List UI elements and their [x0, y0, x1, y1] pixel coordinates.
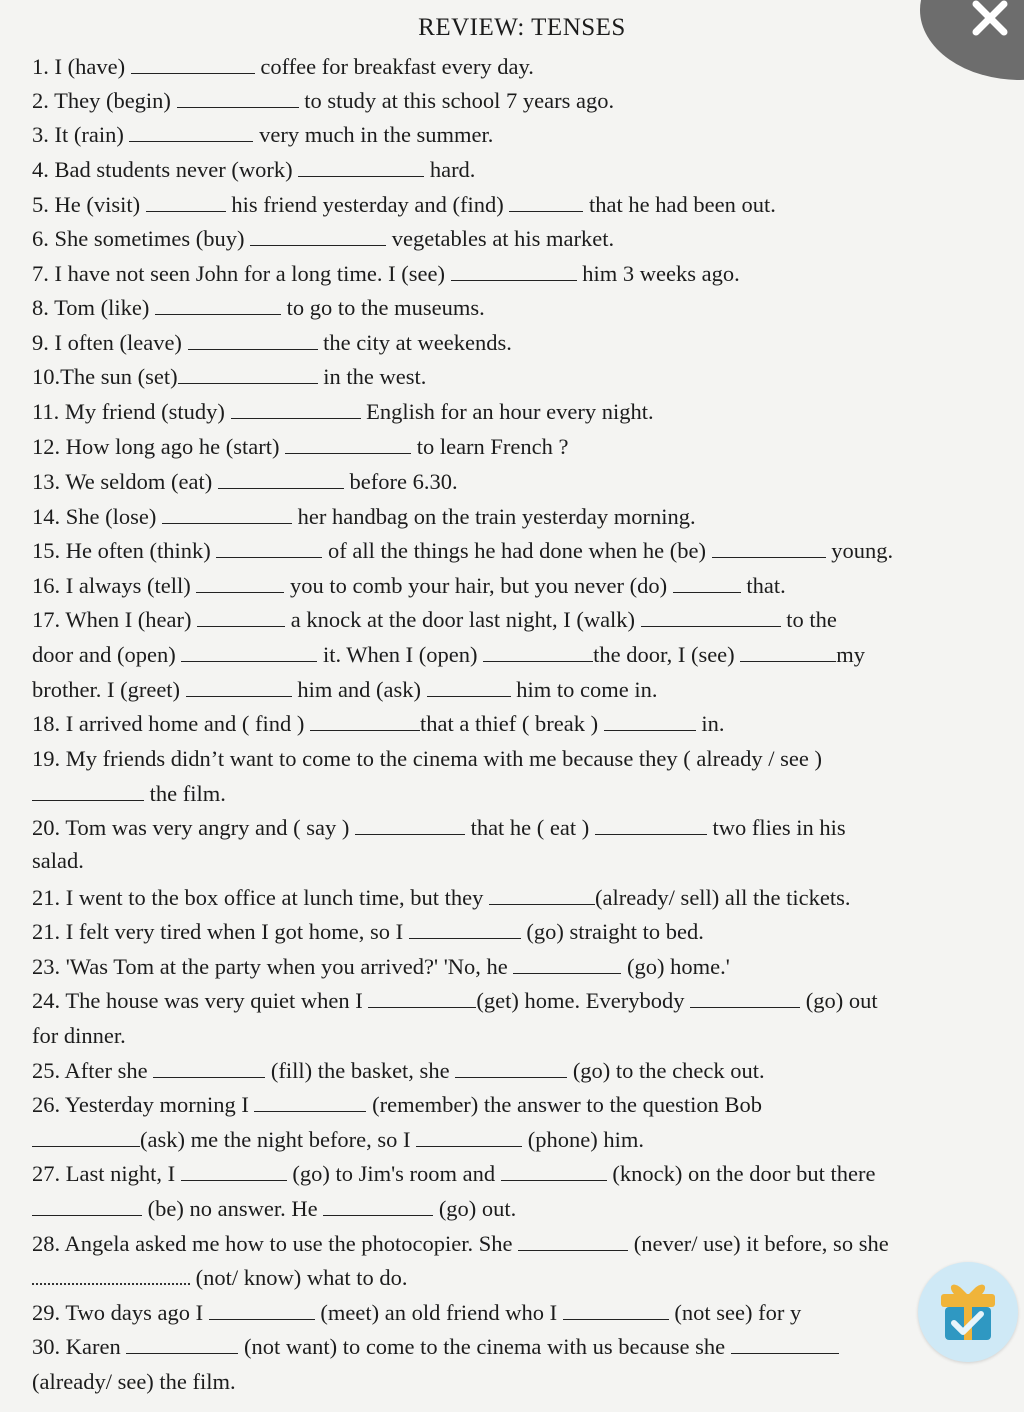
exercise-text: him and (ask) — [291, 677, 427, 702]
exercise-line — [32, 779, 1010, 809]
answer-blank[interactable] — [690, 987, 800, 1008]
answer-blank[interactable] — [129, 121, 253, 142]
exercise-line — [32, 1125, 1010, 1155]
answer-blank[interactable] — [181, 641, 317, 662]
exercise-line — [32, 986, 1010, 1016]
answer-blank[interactable] — [673, 572, 741, 593]
answer-blank[interactable] — [177, 87, 299, 108]
exercise-text: very much in the summer. — [253, 122, 494, 147]
answer-blank[interactable] — [310, 710, 420, 731]
exercise-text: 13. We seldom (eat) — [32, 469, 218, 494]
answer-blank[interactable] — [181, 1160, 287, 1181]
exercise-text: a knock at the door last night, I (walk) — [285, 607, 641, 632]
answer-blank[interactable] — [126, 1333, 238, 1354]
exercise-text: (already/ sell) all the tickets. — [594, 885, 851, 910]
answer-blank[interactable] — [250, 225, 386, 246]
exercise-text: 3. It (rain) — [32, 122, 130, 147]
exercise-text: that. — [740, 573, 786, 598]
exercise-text: 8. Tom (like) — [32, 295, 155, 320]
answer-blank[interactable] — [231, 398, 361, 419]
exercise-text: to the — [780, 607, 837, 632]
exercise-text: (not see) for y — [668, 1300, 802, 1325]
answer-blank[interactable] — [153, 1057, 265, 1078]
exercise-line — [32, 1367, 1010, 1397]
exercise-text: young. — [825, 538, 894, 563]
exercise-text: of all the things he had done when he (be) — [322, 538, 712, 563]
exercise-text: 21. I felt very tired when I got home, so I — [32, 919, 409, 944]
exercise-text: the city at weekends. — [317, 330, 512, 355]
exercise-text: vegetables at his market. — [386, 226, 615, 251]
exercise-text: (fill) the basket, she — [265, 1058, 456, 1083]
exercise-text: her handbag on the train yesterday morning. — [291, 504, 696, 529]
gift-button[interactable] — [918, 1262, 1018, 1362]
exercise-text: door and (open) — [32, 642, 182, 667]
exercise-line — [32, 155, 1010, 185]
exercise-line — [32, 883, 1010, 913]
exercise-text: 27. Last night, I — [32, 1161, 181, 1186]
exercise-text: you to comb your hair, but you never (do) — [284, 573, 673, 598]
exercise-text: 5. He (visit) — [32, 192, 146, 217]
answer-blank[interactable] — [416, 1126, 522, 1147]
exercise-line — [32, 640, 1010, 670]
exercise-line — [32, 86, 1010, 116]
exercise-text: 23. 'Was Tom at the party when you arrived?' 'No, he — [32, 954, 514, 979]
exercise-line — [32, 846, 1010, 876]
exercise-text: 16. I always (tell) — [32, 573, 197, 598]
answer-blank[interactable] — [131, 53, 255, 74]
answer-blank[interactable] — [155, 294, 281, 315]
answer-blank[interactable] — [186, 676, 292, 697]
exercise-text: (go) out — [800, 988, 878, 1013]
exercise-line — [32, 397, 1010, 427]
exercise-line — [32, 813, 1010, 843]
answer-blank[interactable] — [731, 1333, 839, 1354]
exercise-text: 28. Angela asked me how to use the photocopier. She — [32, 1231, 519, 1256]
answer-blank[interactable] — [32, 1263, 190, 1285]
exercise-line — [32, 1056, 1010, 1086]
answer-blank[interactable] — [355, 814, 465, 835]
exercise-text: (meet) an old friend who I — [314, 1300, 563, 1325]
answer-blank[interactable] — [451, 260, 577, 281]
exercise-text: brother. I (greet) — [32, 677, 186, 702]
answer-blank[interactable] — [323, 1195, 433, 1216]
exercise-line — [32, 744, 1010, 774]
exercise-text: salad. — [32, 848, 84, 873]
exercise-line — [32, 120, 1010, 150]
exercise-text: before 6.30. — [343, 469, 458, 494]
exercise-text: 1. I (have) — [32, 54, 131, 79]
exercise-text: (not want) to come to the cinema with us because she — [238, 1334, 731, 1359]
exercise-line — [32, 224, 1010, 254]
exercise-text: (never/ use) it before, so she — [628, 1231, 889, 1256]
exercise-text: 19. My friends didn’t want to come to the cinema with me because they ( already / see ) — [32, 746, 822, 771]
answer-blank[interactable] — [254, 1091, 366, 1112]
exercise-line — [32, 467, 1010, 497]
answer-blank[interactable] — [563, 1299, 669, 1320]
answer-blank[interactable] — [595, 814, 707, 835]
exercise-text: (already/ see) the film. — [32, 1369, 236, 1394]
answer-blank[interactable] — [285, 433, 411, 454]
exercise-text: that he ( eat ) — [464, 815, 595, 840]
exercise-text: English for an hour every night. — [360, 399, 654, 424]
exercise-line — [32, 571, 1010, 601]
answer-blank[interactable] — [409, 918, 521, 939]
answer-blank[interactable] — [518, 1230, 628, 1251]
exercise-text: (phone) him. — [522, 1127, 645, 1152]
exercise-text: 24. The house was very quiet when I — [32, 988, 369, 1013]
exercise-text: (get) home. Everybody — [476, 988, 691, 1013]
exercise-line — [32, 328, 1010, 358]
exercise-text: to study at this school 7 years ago. — [298, 88, 615, 113]
answer-blank[interactable] — [509, 191, 583, 212]
answer-blank[interactable] — [298, 156, 424, 177]
exercise-text: in the west. — [317, 364, 427, 389]
answer-blank[interactable] — [188, 329, 318, 350]
exercise-line — [32, 605, 1010, 635]
exercise-text: 29. Two days ago I — [32, 1300, 209, 1325]
answer-blank[interactable] — [501, 1160, 607, 1181]
exercise-text: hard. — [424, 157, 476, 182]
exercise-line — [32, 432, 1010, 462]
exercise-line — [32, 1298, 1010, 1328]
answer-blank[interactable] — [216, 537, 322, 558]
answer-blank[interactable] — [427, 676, 511, 697]
exercise-line — [32, 917, 1010, 947]
exercise-line — [32, 190, 1010, 220]
exercise-text: 10.The sun (set) — [32, 364, 178, 389]
exercise-text: 18. I arrived home and ( find ) — [32, 711, 311, 736]
exercise-text: that a thief ( break ) — [420, 711, 604, 736]
exercise-text: the film. — [144, 781, 226, 806]
exercise-text: (not/ know) what to do. — [190, 1265, 408, 1290]
exercise-text: 7. I have not seen John for a long time. I (see) — [32, 261, 451, 286]
exercise-text: to go to the museums. — [281, 295, 485, 320]
exercise-text: (go) to the check out. — [567, 1058, 765, 1083]
exercise-text: my — [836, 642, 866, 667]
exercise-text: his friend yesterday and (find) — [225, 192, 510, 217]
exercise-text: 12. How long ago he (start) — [32, 434, 286, 459]
answer-blank[interactable] — [32, 780, 144, 801]
exercise-text: (knock) on the door but there — [606, 1161, 876, 1186]
exercise-text: two flies in his — [706, 815, 846, 840]
exercise-text: 17. When I (hear) — [32, 607, 198, 632]
exercise-line — [32, 1159, 1010, 1189]
answer-blank[interactable] — [513, 953, 621, 974]
exercise-text: 20. Tom was very angry and ( say ) — [32, 815, 355, 840]
exercise-text: (ask) me the night before, so I — [140, 1127, 417, 1152]
exercise-text: (go) home.' — [621, 954, 730, 979]
exercise-text: 30. Karen — [32, 1334, 127, 1359]
exercise-text: 11. My friend (study) — [32, 399, 231, 424]
exercise-line — [32, 259, 1010, 289]
exercise-line — [32, 1021, 1010, 1051]
exercise-text: 2. They (begin) — [32, 88, 177, 113]
exercise-text: 9. I often (leave) — [32, 330, 188, 355]
exercise-text: him 3 weeks ago. — [576, 261, 740, 286]
exercise-line — [32, 293, 1010, 323]
answer-blank[interactable] — [740, 641, 836, 662]
exercise-text: the door, I (see) — [593, 642, 741, 667]
exercise-line — [32, 1332, 1010, 1362]
answer-blank[interactable] — [368, 987, 476, 1008]
answer-blank[interactable] — [162, 503, 292, 524]
answer-blank[interactable] — [641, 606, 781, 627]
gift-box-icon — [939, 1282, 997, 1342]
exercise-line — [32, 536, 1010, 566]
exercise-text: it. When I (open) — [317, 642, 484, 667]
exercise-text: (go) straight to bed. — [520, 919, 704, 944]
exercise-text: 4. Bad students never (work) — [32, 157, 299, 182]
answer-blank[interactable] — [146, 191, 226, 212]
exercise-text: (remember) the answer to the question Bob — [366, 1092, 762, 1117]
exercise-text: 25. After she — [32, 1058, 154, 1083]
exercise-line — [32, 675, 1010, 705]
exercise-text: that he had been out. — [583, 192, 776, 217]
exercise-line — [32, 502, 1010, 532]
exercise-line — [32, 952, 1010, 982]
worksheet-title: REVIEW: TENSES — [418, 14, 626, 41]
close-icon — [970, 0, 1010, 38]
exercise-line — [32, 362, 1010, 392]
exercise-text: 21. I went to the box office at lunch time, but they — [32, 885, 489, 910]
exercise-line — [32, 52, 1010, 82]
exercise-text: 15. He often (think) — [32, 538, 217, 563]
answer-blank[interactable] — [712, 537, 826, 558]
exercise-line — [32, 1263, 1010, 1293]
exercise-text: 6. She sometimes (buy) — [32, 226, 251, 251]
exercise-text: 14. She (lose) — [32, 504, 162, 529]
exercise-text: coffee for breakfast every day. — [254, 54, 534, 79]
answer-blank[interactable] — [32, 1126, 140, 1147]
answer-blank[interactable] — [483, 641, 593, 662]
answer-blank[interactable] — [604, 710, 696, 731]
exercise-text: 26. Yesterday morning I — [32, 1092, 255, 1117]
exercise-text: (go) out. — [433, 1196, 517, 1221]
exercise-text: (go) to Jim's room and — [286, 1161, 501, 1186]
answer-blank[interactable] — [197, 606, 285, 627]
exercise-text: (be) no answer. He — [142, 1196, 324, 1221]
exercise-line — [32, 1194, 1010, 1224]
answer-blank[interactable] — [455, 1057, 567, 1078]
exercise-text: in. — [695, 711, 725, 736]
answer-blank[interactable] — [178, 363, 318, 384]
exercise-line — [32, 1229, 1010, 1259]
exercise-text: for dinner. — [32, 1023, 126, 1048]
answer-blank[interactable] — [32, 1195, 142, 1216]
exercise-line — [32, 1090, 1010, 1120]
exercise-text: to learn French ? — [411, 434, 569, 459]
exercise-line — [32, 709, 1010, 739]
exercise-text: him to come in. — [510, 677, 658, 702]
answer-blank[interactable] — [489, 884, 595, 905]
answer-blank[interactable] — [209, 1299, 315, 1320]
answer-blank[interactable] — [196, 572, 284, 593]
answer-blank[interactable] — [218, 468, 344, 489]
